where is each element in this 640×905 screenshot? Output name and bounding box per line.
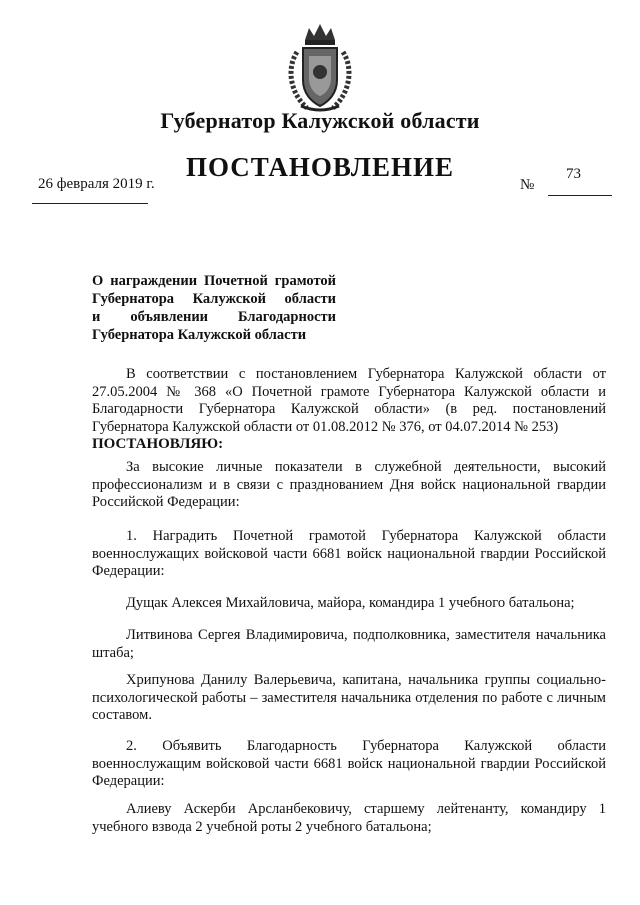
document-type-title: ПОСТАНОВЛЕНИЕ [185,152,455,182]
coat-of-arms-icon [283,22,357,114]
document-subject [92,272,336,344]
recipient-paragraph: Хрипунова Данилу Валерьевича, капитана, начальника группы социально-психологической работы – заместителя начальника отделения по работе с личным составом. [92,672,606,723]
document-number-label: № [520,177,535,193]
issuing-authority: Губернатор Калужской области [160,108,480,133]
recipient-paragraph: Литвинова Сергея Владимировича, подполковника, заместителя начальника штаба; [92,627,606,661]
resolve-heading: ПОСТАНОВЛЯЮ: [92,436,224,452]
subject-line: и объявлении Благодарности [92,309,336,325]
document-date: 26 февраля 2019 г. [38,176,155,192]
subject-line: Губернатора Калужской области [92,291,336,307]
subject-line: О награждении Почетной грамотой [92,273,336,289]
reason-paragraph: За высокие личные показатели в служебной деятельности, высокий профессионализм и в связи с празднованием Дня войск национальной гвардии Российской Федерации: [92,459,606,510]
recipient-paragraph: Дущак Алексея Михайловича, майора, командира 1 учебного батальона; [126,595,575,611]
preamble-paragraph: В соответствии с постановлением Губернатора Калужской области от 27.05.2004 № 368 «О Почетной грамоте Губернатора Калужской области и Благодарности Губернатора Калужской области» (в ред. постановлений Губернатора Калужской области от 01.08.2012 № 376, от 04.07.2014 № 253) [92,366,606,435]
date-underline [32,203,148,204]
number-underline [548,195,612,196]
subject-line: Губернатора Калужской области [92,327,307,343]
item-2-paragraph: 2. Объявить Благодарность Губернатора Калужской области военнослужащим войсковой части 6681 войск национальной гвардии Российской Федерации: [92,738,606,789]
document-number: 73 [566,166,581,182]
item-1-paragraph: 1. Наградить Почетной грамотой Губернатора Калужской области военнослужащих войсковой части 6681 войск национальной гвардии Российской Федерации: [92,528,606,579]
recipient-paragraph: Алиеву Аскерби Арсланбековичу, старшему лейтенанту, командиру 1 учебного взвода 2 учебной роты 2 учебного батальона; [92,801,606,835]
